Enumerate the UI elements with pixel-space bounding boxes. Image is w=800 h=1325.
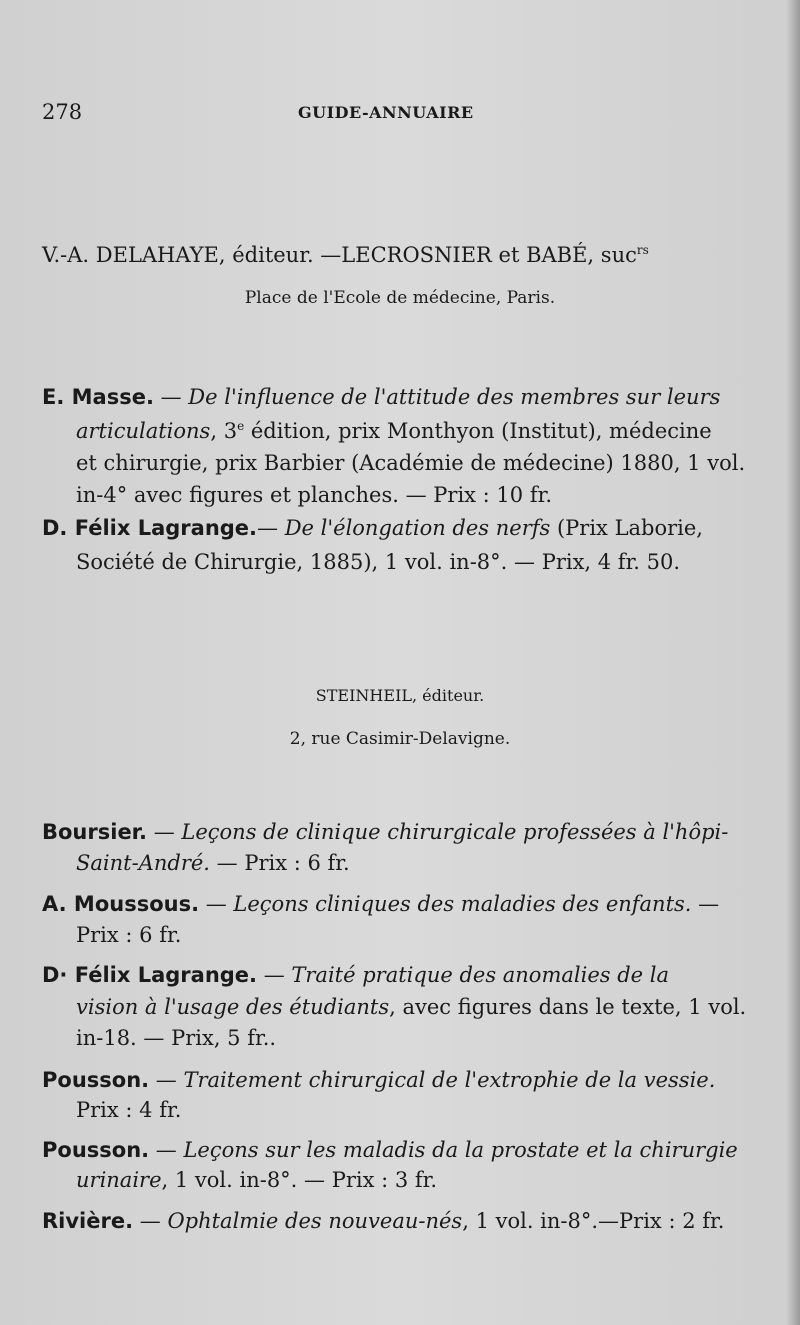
- publisher-address: Place de l'Ecole de médecine, Paris.: [244, 288, 556, 308]
- list-item: [42, 1211, 724, 1232]
- entry-text: , avec figures dans le texte, 1 vol.: [389, 995, 747, 1019]
- publisher-name-sup: rs: [636, 243, 649, 257]
- entry-text: , 1 vol. in-8°.—Prix : 2 fr.: [462, 1209, 725, 1233]
- publisher-heading: [42, 245, 649, 266]
- list-item: [42, 1070, 715, 1091]
- entry-author: Boursier.: [42, 820, 148, 844]
- entry-author: Pousson.: [42, 1068, 150, 1092]
- list-item: [42, 518, 703, 539]
- entry-author: E. Masse.: [42, 385, 154, 409]
- entry-dash: —: [149, 1068, 184, 1092]
- entry-author: A. Moussous.: [42, 892, 200, 916]
- publisher-heading: STEINHEIL, éditeur.: [315, 686, 485, 705]
- entry-title-cont: vision à l'usage des étudiants: [76, 995, 390, 1019]
- entry-title: Leçons de clinique chirurgicale professées à l'hôpi-: [181, 820, 729, 844]
- list-item: [42, 822, 728, 843]
- entry-line: [76, 853, 350, 874]
- list-item: [42, 965, 669, 986]
- entry-title: Traité pratique des anomalies de la: [291, 963, 669, 987]
- entry-dash: —: [153, 385, 189, 409]
- entry-line: Prix : 6 fr.: [76, 923, 182, 947]
- entry-text: édition, prix Monthyon (Institut), médecine: [244, 419, 712, 443]
- entry-line: in-18. — Prix, 5 fr..: [76, 1026, 277, 1050]
- entry-author: D· Félix Lagrange.: [42, 963, 258, 987]
- list-item: [42, 387, 720, 408]
- entry-title: De l'influence de l'attitude des membres sur leurs: [188, 385, 721, 409]
- entry-line: Société de Chirurgie, 1885), 1 vol. in-8°. — Prix, 4 fr. 50.: [76, 550, 681, 574]
- entry-sup: e: [237, 419, 245, 433]
- entry-line: [76, 421, 712, 442]
- running-title: GUIDE-ANNUAIRE: [298, 103, 474, 122]
- page-number: 278: [42, 100, 83, 124]
- entry-text: —: [691, 892, 720, 916]
- entry-title: Leçons sur les maladis da la prostate et la chirurgie: [183, 1138, 738, 1162]
- entry-dash: —: [133, 1209, 168, 1233]
- entry-title: De l'élongation des nerfs: [284, 516, 551, 540]
- entry-dash: —: [257, 963, 292, 987]
- entry-author: Rivière.: [42, 1209, 134, 1233]
- entry-line: Prix : 4 fr.: [76, 1098, 182, 1122]
- list-item: [42, 1140, 738, 1161]
- entry-title-cont: Saint-André.: [76, 851, 210, 875]
- entry-line: et chirurgie, prix Barbier (Académie de médecine) 1880, 1 vol.: [76, 451, 746, 475]
- entry-dash: —: [149, 1138, 184, 1162]
- entry-text: (Prix Laborie,: [550, 516, 703, 540]
- list-item: [42, 894, 719, 915]
- publisher-address: 2, rue Casimir-Delavigne.: [289, 729, 511, 749]
- entry-text: , 1 vol. in-8°. — Prix : 3 fr.: [161, 1168, 438, 1192]
- entry-line: [76, 997, 746, 1018]
- entry-title: Ophtalmie des nouveau-nés: [167, 1209, 463, 1233]
- entry-dash: —: [147, 820, 182, 844]
- entry-text: — Prix : 6 fr.: [209, 851, 350, 875]
- entry-dash: —: [199, 892, 234, 916]
- entry-title: Traitement chirurgical de l'extrophie de la vessie.: [183, 1068, 716, 1092]
- entry-title-cont: urinaire: [76, 1168, 162, 1192]
- entry-title-cont: articulations: [76, 419, 211, 443]
- page-header: [42, 100, 742, 130]
- entry-text: , 3: [210, 419, 238, 443]
- entry-dash: —: [257, 516, 285, 540]
- entry-author: D. Félix Lagrange.: [42, 516, 258, 540]
- entry-line: [76, 1170, 437, 1191]
- publisher-name: V.-A. DELAHAYE, éditeur. —LECROSNIER et BABÉ, suc: [42, 243, 637, 267]
- entry-line: in-4° avec figures et planches. — Prix : 10 fr.: [76, 483, 553, 507]
- page-edge-shadow: [786, 0, 800, 1325]
- entry-title: Leçons cliniques des maladies des enfants.: [233, 892, 692, 916]
- entry-author: Pousson.: [42, 1138, 150, 1162]
